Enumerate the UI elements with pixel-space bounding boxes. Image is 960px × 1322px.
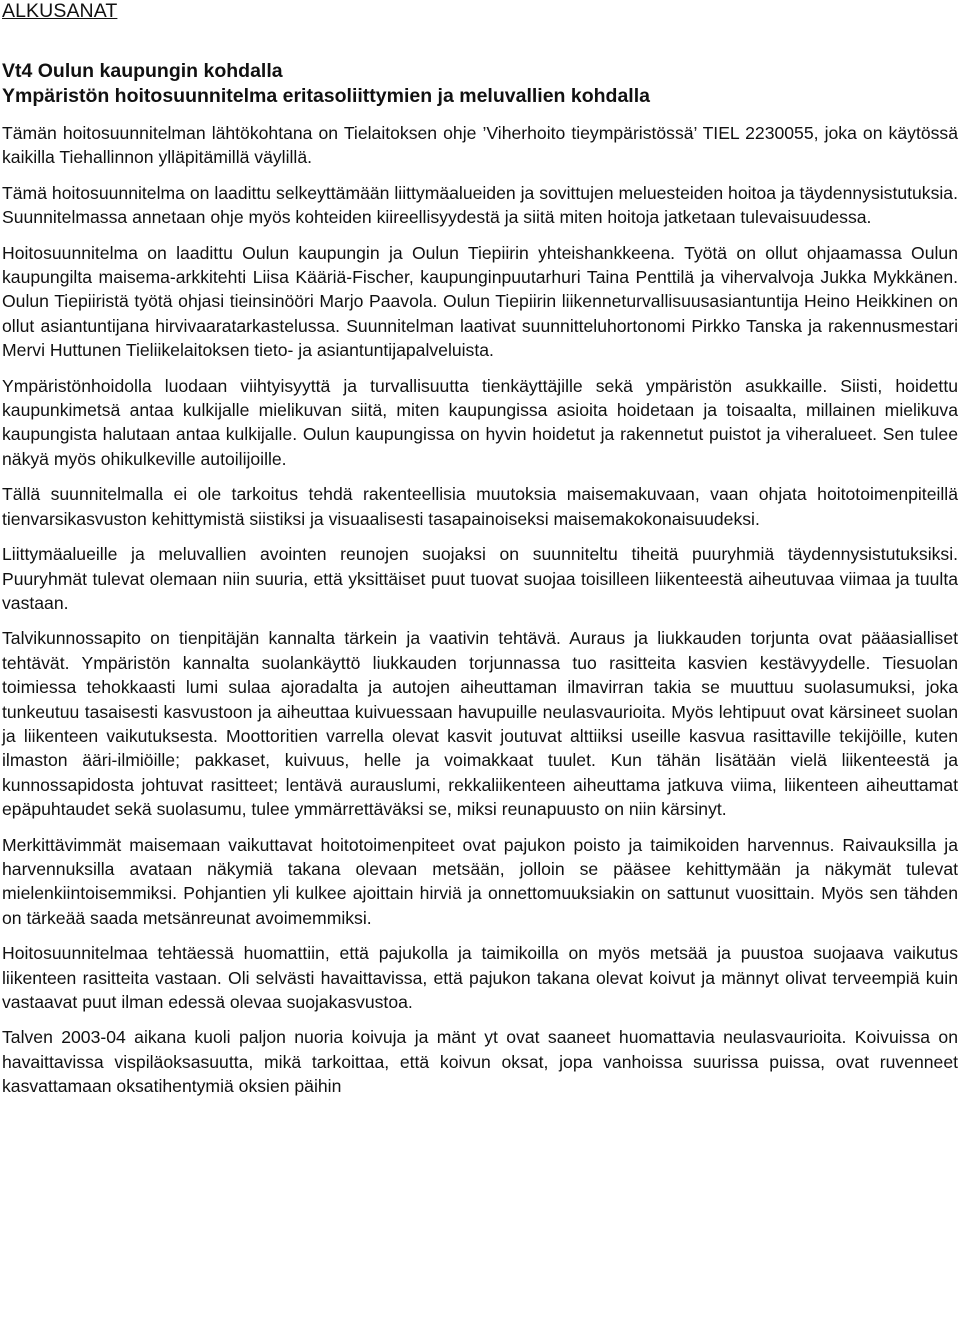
paragraph-1: Tämän hoitosuunnitelman lähtökohtana on Tielaitoksen ohje ’Viherhoito tieympäristössä’ TIEL 2230055, joka on käytössä kaikilla Tiehallinnon ylläpitämillä väylillä. <box>2 123 958 168</box>
document-title-line-1: Vt4 Oulun kaupungin kohdalla <box>2 60 283 82</box>
document-title-line-2: Ympäristön hoitosuunnitelma eritasoliittymien ja meluvallien kohdalla <box>2 85 650 107</box>
paragraph-6: Liittymäalueille ja meluvallien avointen reunojen suojaksi on suunniteltu tiheitä puuryhmiä täydennysistutuksiksi. Puuryhmät tulevat olemaan niin suuria, että yksittäiset puut tuovat suojaa toisilleen liikenteestä aiheutuvaa viimaa ja tuulta vastaan. <box>2 544 958 613</box>
document-title <box>2 59 958 109</box>
paragraph-8: Merkittävimmät maisemaan vaikuttavat hoitotoimenpiteet ovat pajukon poisto ja taimikoiden harvennus. Raivauksilla ja harvennuksilla avataan näkymiä takana olevaan metsään, jolloin se pääsee kehittymään ja näkymät tulevat mielenkiintoisemmiksi. Pohjantien yli kulkee ajoittain hirviä ja onnettomuuksiakin on sattunut vuosittain. Myös sen tähden on tärkeää saada metsänreunat avoimemmiksi. <box>2 834 958 928</box>
paragraph-5: Tällä suunnitelmalla ei ole tarkoitus tehdä rakenteellisia muutoksia maisemakuvaan, vaan ohjata hoitotoimenpiteillä tienvarsikasvuston kehittymistä siistiksi ja visuaalisesti tasapainoiseksi maisemakokonaisuudeksi. <box>2 484 958 529</box>
section-label: ALKUSANAT <box>2 0 118 22</box>
paragraph-10: Talven 2003-04 aikana kuoli paljon nuoria koivuja ja mänt yt ovat saaneet huomattavia neulasvaurioita. Koivuissa on havaittavissa vispiläoksasuutta, mikä tarkoittaa, että koivun oksat, jopa vanhoissa suurissa puissa, ovat ruvenneet kasvattamaan oksatihentymiä oksien päihin <box>2 1027 958 1097</box>
paragraph-7: Talvikunnossapito on tienpitäjän kannalta tärkein ja vaativin tehtävä. Auraus ja liukkauden torjunta ovat pääasialliset tehtävät. Ympäristön kannalta suolankäyttö liukkauden torjunnassa tuo rasitteita kasvien kestävyydelle. Tiesuolan toimiessa tehokkaasti lumi sulaa ajoradalta ja autojen aiheuttaman ilmavirran takia se muuttuu suolasumuksi, joka tunkeutuu tasaisesti kasvustoon ja aiheuttaa kuivuessaan havupuille neulasvaurioita. Myös lehtipuut ovat kärsineet suolan ja liikenteen vaikutuksesta. Moottoritien varrella olevat kasvit joutuvat alttiiksi useille kasvua rasittaville tekijöille, kuten ilmaston ääri-ilmiöille; pakkaset, kuivuus, helle ja voimakkaat tuulet. Kun tähän lisätään vielä liikenteestä ja kunnossapidosta johtuvat rasitteet; lentävä aurauslumi, rekkaliikenteen aiheuttama jatkuva viima, liikenteen aiheuttamat epäpuhtaudet sekä suolasumu, tulee ymmärrettäväksi se, miksi reunapuusto on niin kärsinyt. <box>2 628 958 820</box>
paragraph-9: Hoitosuunnitelmaa tehtäessä huomattiin, että pajukolla ja taimikoilla on myös metsää ja puustoa suojaava vaikutus liikenteen rasitteita vastaan. Oli selvästi havaittavissa, että pajukon takana olevat koivut ja männyt olivat terveempiä kuin vastaavat puut ilman edessä olevaa suojakasvustoa. <box>2 943 958 1012</box>
document-page <box>2 0 958 1099</box>
paragraph-2: Tämä hoitosuunnitelma on laadittu selkeyttämään liittymäalueiden ja sovittujen meluesteiden hoitoa ja täydennysistutuksia. Suunnitelmassa annetaan ohje myös kohteiden kiireellisyydestä ja siitä miten hoitoja jatketaan tulevaisuudessa. <box>2 182 958 228</box>
paragraph-3: Hoitosuunnitelma on laadittu Oulun kaupungin ja Oulun Tiepiirin yhteishankkeena. Työtä on ollut ohjaamassa Oulun kaupungilta maisema-arkkitehti Liisa Kääriä-Fischer, kaupunginpuutarhuri Taina Penttilä ja vihervalvoja Jukka Mykkänen. Oulun Tiepiiristä työtä ohjasi tieinsinööri Marjo Paavola. Oulun Tiepiirin liikenneturvallisuusasiantuntija Heino Heikkinen on ollut asiantuntijana hirvivaaratarkastelussa. Suunnitelman laativat suunnitteluhortonomi Pirkko Tanska ja rakennusmestari Mervi Huttunen Tieliikelaitoksen tieto- ja asiantuntijapalveluista. <box>2 242 958 361</box>
paragraph-4: Ympäristönhoidolla luodaan viihtyisyyttä ja turvallisuutta tienkäyttäjille sekä ympäristön asukkaille. Siisti, hoidettu kaupunkimetsä antaa kulkijalle mielikuvan siitä, miten kaupungissa asioita hoidetaan ja toisaalta, millainen mielikuva kaupungista halutaan antaa kulkijalle. Oulun kaupungissa on hyvin hoidetut ja rakennetut puistot ja viheralueet. Sen tulee näkyä myös ohikulkeville autoilijoille. <box>2 375 958 469</box>
